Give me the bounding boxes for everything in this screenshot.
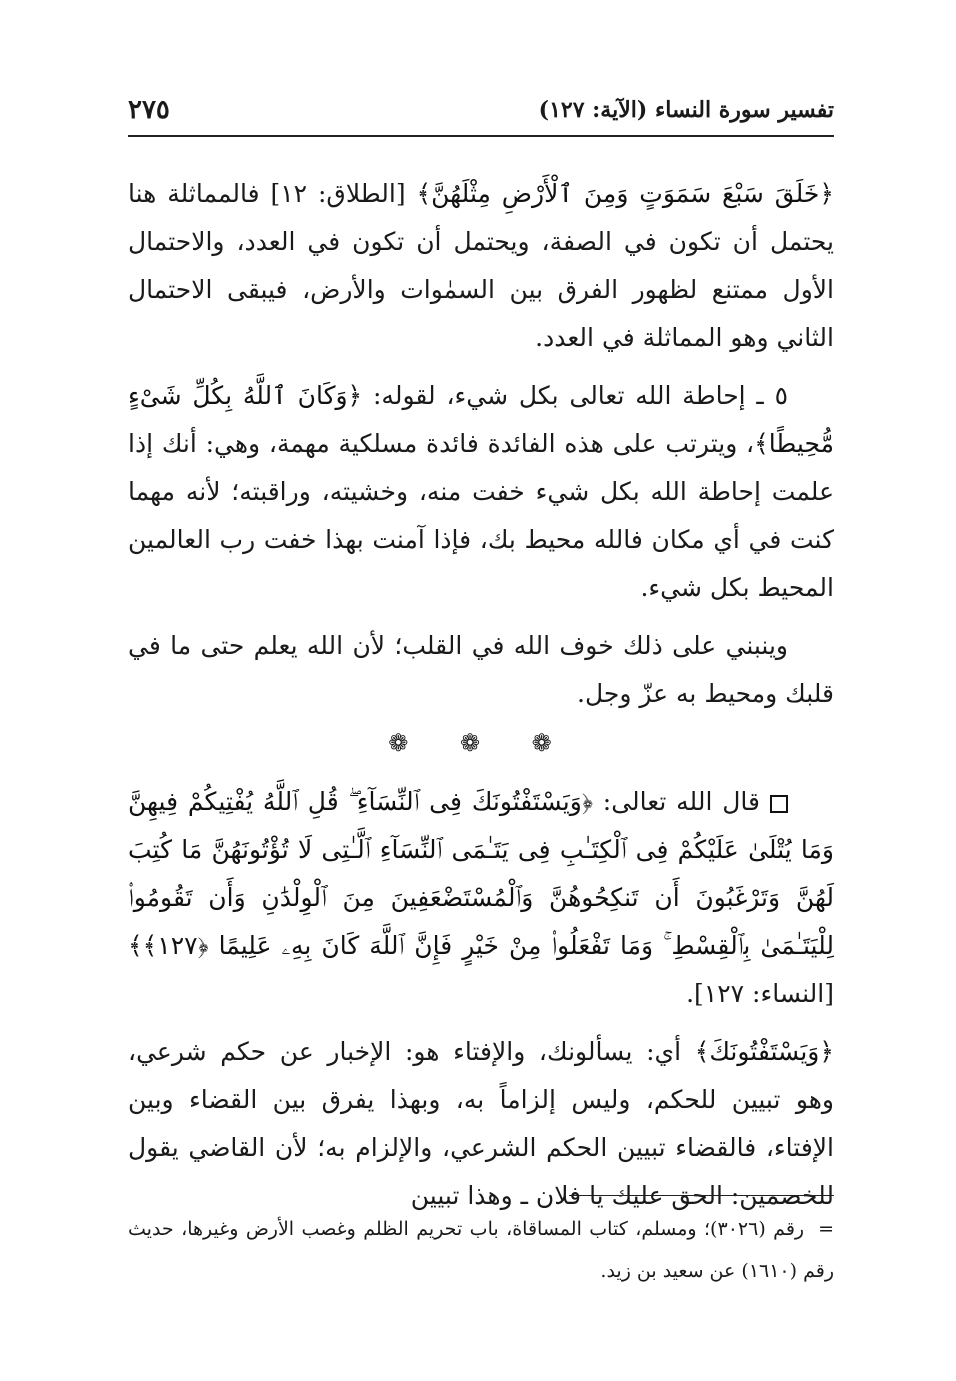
paragraph-4 [128,778,834,1018]
footnote [128,1208,834,1292]
footnote-divider [569,1195,834,1196]
quran-quote: ﴿وَيَسْتَفْتُونَكَ فِى ٱلنِّسَآءِ ۖ قُلِ ٱللَّهُ يُفْتِيكُمْ فِيهِنَّ وَمَا يُتْلَىٰ عَلَيْكُمْ فِى ٱلْكِتَـٰبِ فِى يَتَـٰمَى ٱلنِّسَآءِ ٱلَّـٰتِى لَا تُؤْتُونَهُنَّ مَا كُتِبَ لَهُنَّ وَتَرْغَبُونَ أَن تَنكِحُوهُنَّ وَٱلْمُسْتَضْعَفِينَ مِنَ ٱلْوِلْدَٰنِ وَأَن تَقُومُوا۟ لِلْيَتَـٰمَىٰ بِٱلْقِسْطِ ۚ وَمَا تَفْعَلُوا۟ مِنْ خَيْرٍ فَإِنَّ ٱللَّهَ كَانَ بِهِۦ عَلِيمًا ﴿١٢٧﴾﴾ [128,787,834,960]
paragraph-lead: قال الله تعالى: [592,787,760,816]
paragraph-3 [128,622,834,718]
paragraph-text: ، ويترتب على هذه الفائدة فائدة مسلكية مهمة، وهي: أنك إذا علمت إحاطة الله بكل شيء خفت منه، وخشيته، وراقبته؛ لأنه مهما كنت في أي مكان فالله محيط بك، فإذا آمنت بهذا خفت رب العالمين المحيط بكل شيء. [128,429,834,602]
page-body [128,170,834,1230]
paragraph-5 [128,1028,834,1220]
quran-quote: ﴿خَلَقَ سَبْعَ سَمَوَتٍ وَمِنَ ٱلْأَرْضِ مِثْلَهُنَّ﴾ [416,179,834,208]
verse-reference: [النساء: ١٢٧]. [686,979,834,1008]
paragraph-lead: ٥ ـ إحاطة الله تعالى بكل شيء، لقوله: [362,381,788,410]
page-number: ٢٧٥ [128,95,170,125]
quran-quote: ﴿وَيَسْتَفْتُونَكَ﴾ [694,1037,834,1066]
square-bullet-icon [770,795,788,813]
paragraph-text: أي: يسألونك، والإفتاء هو: الإخبار عن حكم شرعي، وهو تبيين للحكم، وليس إلزاماً به، وبهذا يفرق بين القضاء وبين الإفتاء، فالقضاء تبيين الحكم الشرعي، والإلزام به؛ لأن القاضي يقول للخصمين: الحق عليك يا فلان ـ وهذا تبيين [128,1037,834,1210]
paragraph-1 [128,170,834,362]
footnote-text: رقم (٣٠٢٦)؛ ومسلم، كتاب المساقاة، باب تحريم الظلم وغصب الأرض وغيرها، حديث رقم (١٦١٠) عن سعيد بن زيد. [128,1218,834,1282]
quran-quote: ﴿وَكَانَ ٱللَّهُ بِكُلِّ شَىْءٍ مُّحِيطًا﴾ [128,381,834,458]
section-separator: ❁ ❁ ❁ [388,729,574,757]
header-title: تفسير سورة النساء (الآية: ١٢٧) [538,97,834,123]
paragraph-text: [الطلاق: ١٢] فالمماثلة هنا يحتمل أن تكون في الصفة، ويحتمل أن تكون في العدد، والاحتمال الأول ممتنع لظهور الفرق بين السمٰوات والأرض، فيبقى الاحتمال الثاني وهو المماثلة في العدد. [128,179,834,352]
paragraph-2 [128,372,834,612]
footnote-mark: = [818,1218,834,1240]
page-header [128,95,834,137]
paragraph-text: وينبني على ذلك خوف الله في القلب؛ لأن الله يعلم حتى ما في قلبك ومحيط به عزّ وجل. [128,631,834,708]
